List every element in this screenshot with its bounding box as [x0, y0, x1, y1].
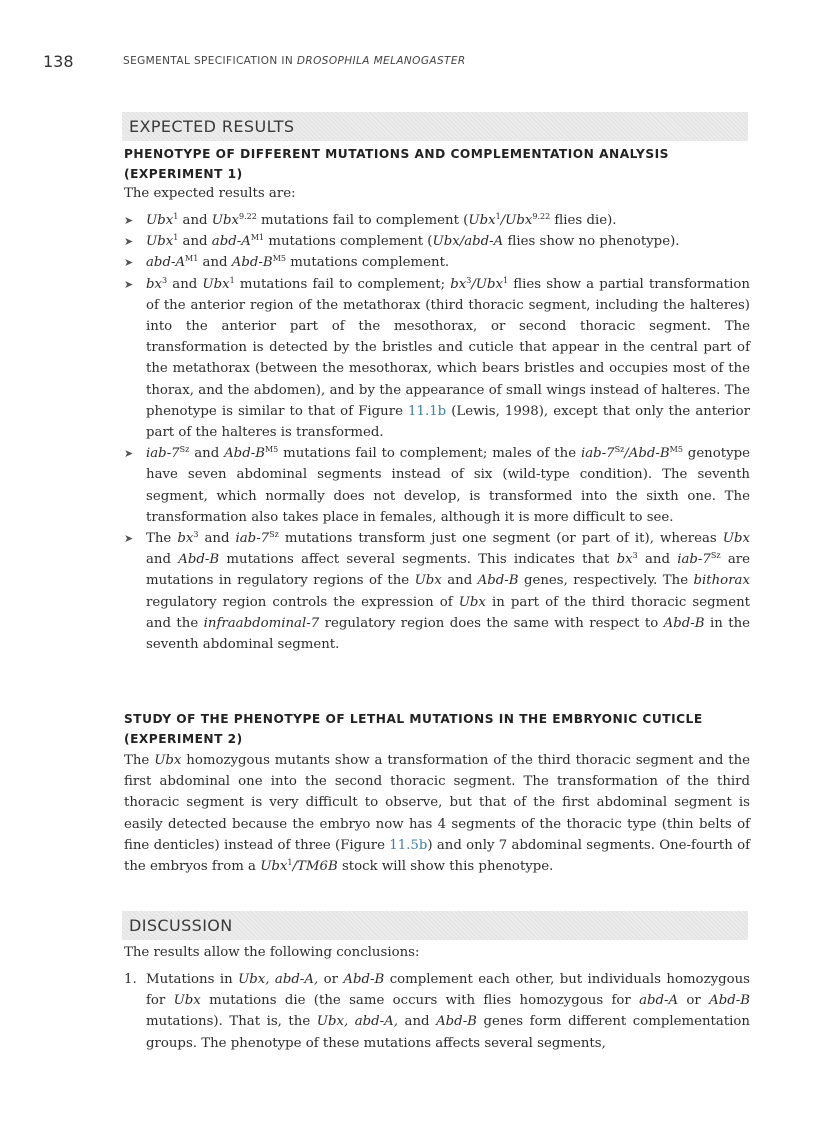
section-header-expected-results [122, 112, 748, 141]
running-head [43, 52, 776, 72]
list-item: ➤ Ubx$^1$ and Ubx$^{9.22}$ mutations fail to complement (Ubx$^1$/Ubx$^{9.22}$ flies die). [124, 210, 750, 231]
list-item: ➤ Ubx$^1$ and abd-$A^{M1}$ mutations complement (Ubx/abd-A flies show no phenotype). [124, 231, 750, 252]
list-number: 1. [124, 972, 137, 987]
list-item: ➤ abd-$A^{M1}$ and Abd-$B^{M5}$ mutations complement. [124, 252, 750, 273]
study-paragraph: The Ubx homozygous mutants show a transformation of the third thoracic segment and the first abdominal one into the second thoracic segment. The transformation of the third thoracic segment is very difficult to observe, but that of the first abdominal segment is easily detected because the embryo now has 4 segments of the thoracic type (thin belts of fine denticles) instead of three (Figure 11.5b) and only 7 abdominal segments. One-fourth of the embryos from a Ubx$^1$/TM6B stock will show this phenotype. [124, 753, 750, 875]
running-title: SEGMENTAL SPECIFICATION IN DROSOPHILA MELANOGASTER [123, 55, 466, 67]
subheading-experiment-1: PHENOTYPE OF DIFFERENT MUTATIONS AND COMPLEMENTATION ANALYSIS (EXPERIMENT 1) [124, 147, 669, 181]
list-item: ➤ $bx^3$ and Ubx$^1$ mutations fail to complement; $bx^3/Ubx^1$ flies show a partial transformation of the anterior region of the metathorax (third thoracic segment, including the halteres) into the anterior part of the mesothorax, or second thoracic segment. The transformation is detected by the bristles and cuticle that appear in the central part of the metathorax (between the mesothorax, which bears bristles and occupies most of the thorax, and the abdomen), and by the appearance of small wings instead of halteres. The phenotype is similar to that of Figure 11.1b (Lewis, 1998), except that only the anterior part of the halteres is transformed. [124, 274, 750, 444]
list-item: ➤ iab-$7^{Sz}$ and Abd-$B^{M5}$ mutations fail to complement; males of the iab-$7^{Sz}/Abd-B^{M5}$ genotype have seven abdominal segments instead of six (wild-type condition). The seventh segment, which normally does not develop, is transformed into the sixth one. The transformation also takes place in females, although it is more difficult to see. [124, 443, 750, 528]
section-title: EXPECTED RESULTS [129, 117, 295, 136]
results-intro: The expected results are: [124, 186, 296, 201]
figure-link-11-5b[interactable]: 11.5b [389, 837, 428, 853]
figure-link-11-1b[interactable]: 11.1b [408, 403, 447, 419]
discussion-intro: The results allow the following conclusions: [124, 945, 420, 960]
page-number: 138 [43, 52, 74, 71]
list-item: 1. Mutations in Ubx, abd-A, or Abd-B complement each other, but individuals homozygous for Ubx mutations die (the same occurs with flies homozygous for abd-A or Abd-B mutations). That is, the Ubx, abd-A, and Abd-B genes form different complementation groups. The phenotype of these mutations affects several segments, [124, 969, 750, 1054]
section-header-discussion [122, 911, 748, 940]
conclusions-list [124, 969, 750, 1054]
list-item: ➤ The $bx^3$ and iab-$7^{Sz}$ mutations transform just one segment (or part of it), whereas Ubx and Abd-B mutations affect several segments. This indicates that $bx^3$ and iab-$7^{Sz}$ are mutations in regulatory regions of the Ubx and Abd-B genes, respectively. The bithorax regulatory region controls the expression of Ubx in part of the third thoracic segment and the infraabdominal-7 regulatory region does the same with respect to Abd-B in the seventh abdominal segment. [124, 528, 750, 655]
expected-results-list [124, 210, 750, 655]
section-title: DISCUSSION [129, 916, 233, 935]
subheading-experiment-2: STUDY OF THE PHENOTYPE OF LETHAL MUTATIONS IN THE EMBRYONIC CUTICLE (EXPERIMENT 2) [124, 712, 703, 746]
